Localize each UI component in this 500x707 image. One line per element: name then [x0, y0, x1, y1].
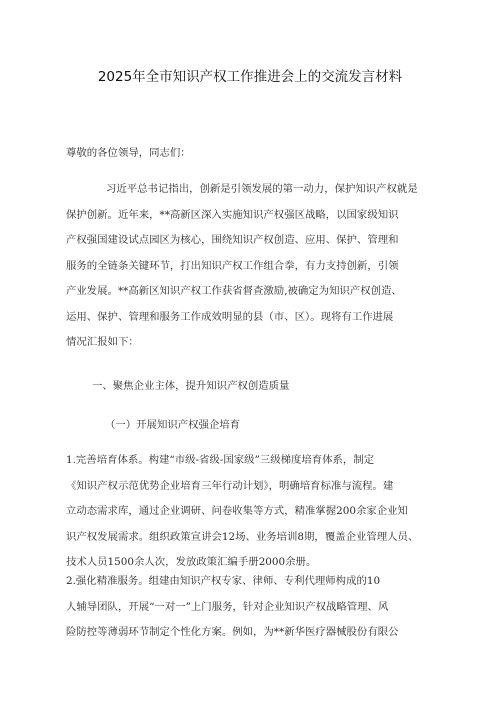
- paragraph-line: 情况汇报如下：: [66, 336, 139, 348]
- paragraph-line: 服务的全链条关键环节，打出知识产权工作组合拳，有力支持创新，引领: [66, 259, 399, 272]
- section-heading: 一、聚焦企业主体，提升知识产权创造质量: [92, 380, 290, 392]
- paragraph-line: 人辅导团队，开展“一对一”上门服务，针对企业知识产权战略管理、风: [66, 600, 389, 613]
- paragraph-line: 产业发展。**高新区知识产权工作获省督查激励,被确定为知识产权创造、: [66, 285, 402, 297]
- paragraph-line: 保护创新。近年来，**高新区深入实施知识产权强区战略，以国家级知识: [66, 208, 399, 221]
- paragraph-line: 技术人员1500余人次，发放政策汇编手册2000余册。: [66, 556, 317, 568]
- paragraph-line: 《知识产权示范优势企业培育三年行动计划》，明确培育标准与流程。建: [66, 479, 394, 492]
- paragraph-line: 识产权发展需求。组织政策宣讲会12场、业务培训8期，覆盖企业管理人员、: [66, 530, 419, 543]
- paragraph-line: 产权强国建设试点园区为核心，围绕知识产权创造、应用、保护、管理和: [66, 234, 399, 246]
- intro-paragraph: [66, 182, 440, 361]
- paragraph-line: 习近平总书记指出，创新是引领发展的第一动力，保护知识产权就是: [106, 183, 418, 195]
- subsection-heading: （一）开展知识产权强企培育: [105, 419, 241, 431]
- item-1-paragraph: [66, 453, 440, 581]
- paragraph-line: 1.完善培育体系。构建“市级-省级-国家级”三级梯度培育体系，制定: [66, 454, 375, 466]
- paragraph-line: 险防控等薄弱环节制定个性化方案。例如，为**新华医疗器械股份有限公: [66, 626, 399, 638]
- paragraph-line: 运用、保护、管理和服务工作成效明显的县（市、区）。现将有工作进展: [66, 310, 394, 323]
- item-2-paragraph: [66, 574, 440, 651]
- document-title: 2025年全市知识产权工作推进会上的交流发言材料: [97, 69, 403, 85]
- paragraph-line: 立动态需求库，通过企业调研、问卷收集等方式，精准掌握200余家企业知: [66, 505, 408, 517]
- greeting: 尊敬的各位领导，同志们：: [66, 147, 191, 159]
- paragraph-line: 2.强化精准服务。组建由知识产权专家、律师、专利代理师构成的10: [66, 575, 381, 587]
